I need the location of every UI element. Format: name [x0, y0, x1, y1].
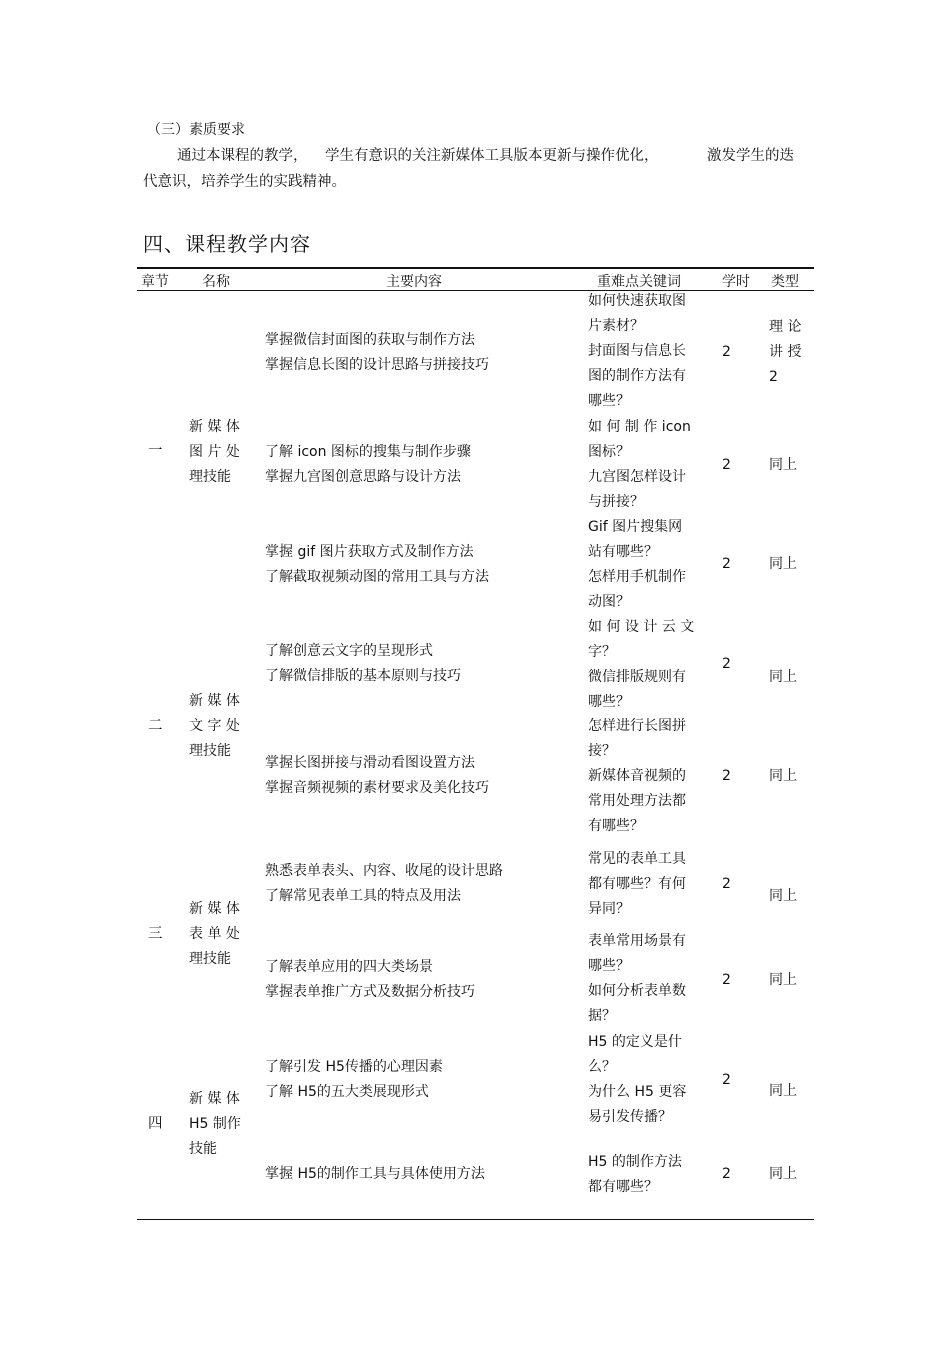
row-hours: 2: [722, 656, 731, 672]
header-content: 主要内容: [386, 274, 442, 290]
row-type: 同上: [769, 768, 797, 784]
row-type: 同上: [769, 669, 797, 685]
row-type: 同上: [769, 1166, 797, 1182]
row-content: 了解创意云文字的呈现形式 了解微信排版的基本原则与技巧: [265, 643, 461, 684]
row-content: 掌握长图拼接与滑动看图设置方法 掌握音频视频的素材要求及美化技巧: [265, 755, 489, 796]
chapter-name: 新 媒 体 文 字 处 理技能: [189, 693, 240, 759]
row-type: 同上: [769, 888, 797, 904]
row-hours: 2: [722, 457, 731, 473]
table-top-rule: [137, 267, 814, 269]
row-keywords: 怎样进行长图拼 接？ 新媒体音视频的 常用处理方法都 有哪些？: [588, 718, 686, 834]
table-header-rule: [137, 290, 814, 291]
chapter-number: 一: [148, 443, 163, 459]
row-type: 理 论 讲 授 2: [769, 319, 802, 385]
row-hours: 2: [722, 344, 731, 360]
row-keywords: H5 的定义是什 么？ 为什么 H5 更容 易引发传播？: [588, 1034, 687, 1125]
paragraph-fragment: 学生有意识的关注新媒体工具版本更新与操作优化，: [325, 148, 659, 164]
row-keywords: 如何快速获取图 片素材？ 封面图与信息长 图的制作方法有 哪些？: [588, 293, 686, 409]
row-content: 熟悉表单表头、内容、收尾的设计思路 了解常见表单工具的特点及用法: [265, 863, 503, 904]
row-keywords: H5 的制作方法 都有哪些？: [588, 1154, 682, 1195]
paragraph-line-2: 代意识，培养学生的实践精神。: [143, 174, 346, 190]
row-hours: 2: [722, 768, 731, 784]
header-type: 类型: [771, 274, 799, 290]
row-content: 了解引发 H5传播的心理因素 了解 H5的五大类展现形式: [265, 1059, 443, 1100]
chapter-name: 新 媒 体 表 单 处 理技能: [189, 901, 240, 967]
section-title: 四、课程教学内容: [143, 232, 311, 256]
header-hours: 学时: [722, 274, 750, 290]
row-hours: 2: [722, 1072, 731, 1088]
chapter-number: 四: [148, 1116, 163, 1132]
row-keywords: 如 何 设 计 云 文 字？ 微信排版规则有 哪些？: [588, 619, 695, 710]
row-keywords: 表单常用场景有 哪些？ 如何分析表单数 据？: [588, 933, 686, 1024]
section-subheading: （三）素质要求: [147, 122, 245, 138]
chapter-number: 三: [148, 926, 163, 942]
row-content: 了解 icon 图标的搜集与制作步骤 掌握九宫图创意思路与设计方法: [265, 444, 471, 485]
row-content: 了解表单应用的四大类场景 掌握表单推广方式及数据分析技巧: [265, 959, 475, 1000]
header-keywords: 重难点关键词: [597, 274, 681, 290]
chapter-number: 二: [148, 718, 163, 734]
row-keywords: 常见的表单工具 都有哪些？有何 异同？: [588, 851, 686, 917]
row-content: 掌握微信封面图的获取与制作方法 掌握信息长图的设计思路与拼接技巧: [265, 332, 489, 373]
chapter-name: 新 媒 体 图 片 处 理技能: [189, 419, 240, 485]
chapter-name: 新 媒 体 H5 制作 技能: [189, 1091, 241, 1157]
row-hours: 2: [722, 556, 731, 572]
header-name: 名称: [202, 274, 230, 290]
paragraph-fragment: 通过本课程的教学，: [177, 148, 308, 164]
table-bottom-rule: [137, 1219, 814, 1220]
row-hours: 2: [722, 1166, 731, 1182]
header-chapter: 章节: [141, 274, 169, 290]
row-hours: 2: [722, 876, 731, 892]
row-keywords: 如 何 制 作 icon 图标？ 九宫图怎样设计 与拼接？: [588, 419, 691, 510]
row-hours: 2: [722, 972, 731, 988]
row-content: 掌握 gif 图片获取方式及制作方法 了解截取视频动图的常用工具与方法: [265, 544, 489, 585]
row-keywords: Gif 图片搜集网 站有哪些？ 怎样用手机制作 动图？: [588, 519, 686, 610]
paragraph-fragment: 激发学生的迭: [707, 148, 794, 164]
row-type: 同上: [769, 556, 797, 572]
row-type: 同上: [769, 457, 797, 473]
row-type: 同上: [769, 1083, 797, 1099]
row-type: 同上: [769, 972, 797, 988]
row-content: 掌握 H5的制作工具与具体使用方法: [265, 1166, 485, 1182]
